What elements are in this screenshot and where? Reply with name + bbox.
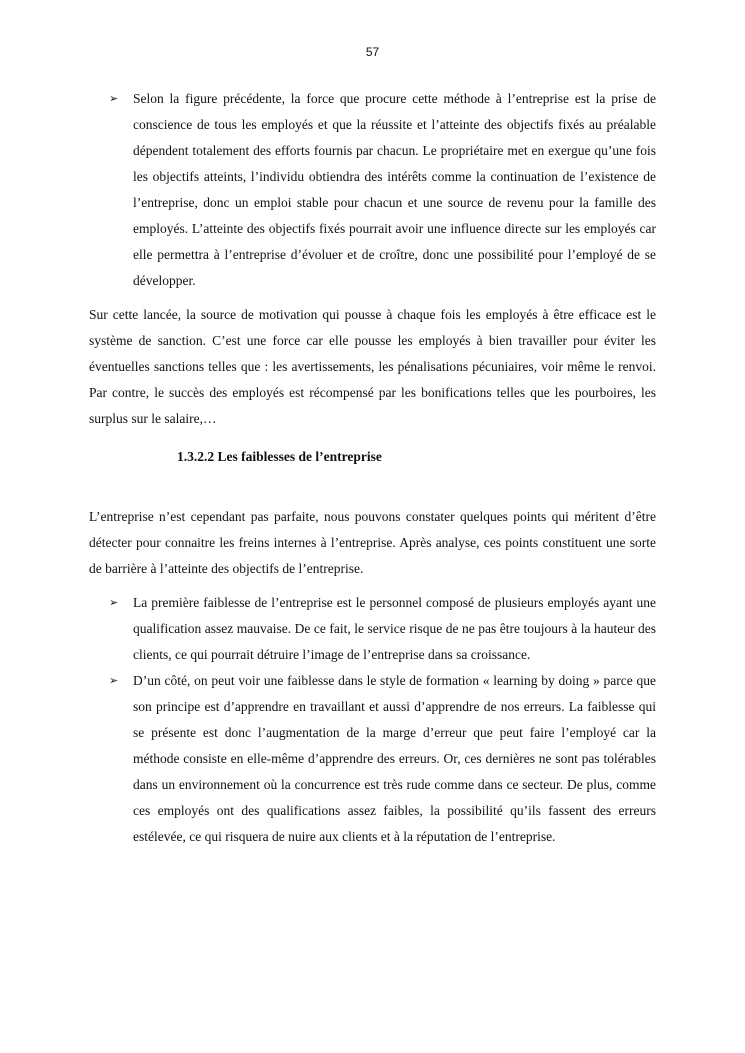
paragraph-intro: L’entreprise n’est cependant pas parfaite, nous pouvons constater quelques points qui méritent d’être détecter pour connaitre les freins internes à l’entreprise. Après analyse, ces points constituent une sorte de barrière à l’atteinte des objectifs de l’entreprise. [89,509,656,576]
list-item-text: D’un côté, on peut voir une faiblesse dans le style de formation « learning by doing » parce que son principe est d’apprendre en travaillant et aussi d’apprendre de nos erreurs. La faiblesse qui se présente est donc l’augmentation de la marge d’erreur que peut faire l’employé car la méthode consiste en elle-même d’apprendre des erreurs. Or, ces dernières ne sont pas tolérables dans un environnement où la concurrence est très rude comme dans ce secteur. De plus, comme ces employés ont des qualifications assez faibles, la possibilité qu’ils fassent des erreurs estélevée, ce qui risquera de nuire aux clients et à la réputation de l’entreprise. [133,673,656,844]
section-heading: 1.3.2.2 Les faiblesses de l’entreprise [177,449,382,464]
list-item [89,668,656,850]
spacer [89,470,656,504]
arrow-bullet-icon: ➢ [109,92,119,105]
spacer [89,432,656,444]
spacer [89,582,656,590]
list-item [89,86,656,294]
page-number: 57 [365,45,380,59]
bullet-list-strengths [89,86,656,294]
bullet-list-weaknesses [89,590,656,850]
paragraph-motivation: Sur cette lancée, la source de motivation qui pousse à chaque fois les employés à être efficace est le système de sanction. C’est une force car elle pousse les employés à bien travailler pour éviter les éventuelles sanctions telles que : les avertissements, les pénalisations pécuniaires, voir même le renvoi. Par contre, le succès des employés est récompensé par les bonifications telles que les pourboires, les surplus sur le salaire,… [89,307,656,426]
arrow-bullet-icon: ➢ [109,674,119,687]
spacer [89,294,656,302]
list-item-text: La première faiblesse de l’entreprise est le personnel composé de plusieurs employés ayant une qualification assez mauvaise. De ce fait, le service risque de ne pas être toujours à la hauteur des clients, ce qui pourrait détruire l’image de l’entreprise dans sa croissance. [133,595,656,662]
list-item [89,590,656,668]
list-item-text: Selon la figure précédente, la force que procure cette méthode à l’entreprise est la prise de conscience de tous les employés et que la réussite et l’atteinte des objectifs fixés au préalable dépendent totalement des efforts fournis par chacun. Le propriétaire met en exergue qu’une fois les objectifs atteints, l’individu obtiendra des intérêts comme la continuation de l’existence de l’entreprise, donc un emploi stable pour chacun et une source de revenu pour la famille des employés. L’atteinte des objectifs fixés pourrait avoir une influence directe sur les employés car elle permettra à l’entreprise d’évoluer et de croître, donc une possibilité pour l’employé de se développer. [133,91,656,288]
arrow-bullet-icon: ➢ [109,596,119,609]
document-body [89,86,656,850]
